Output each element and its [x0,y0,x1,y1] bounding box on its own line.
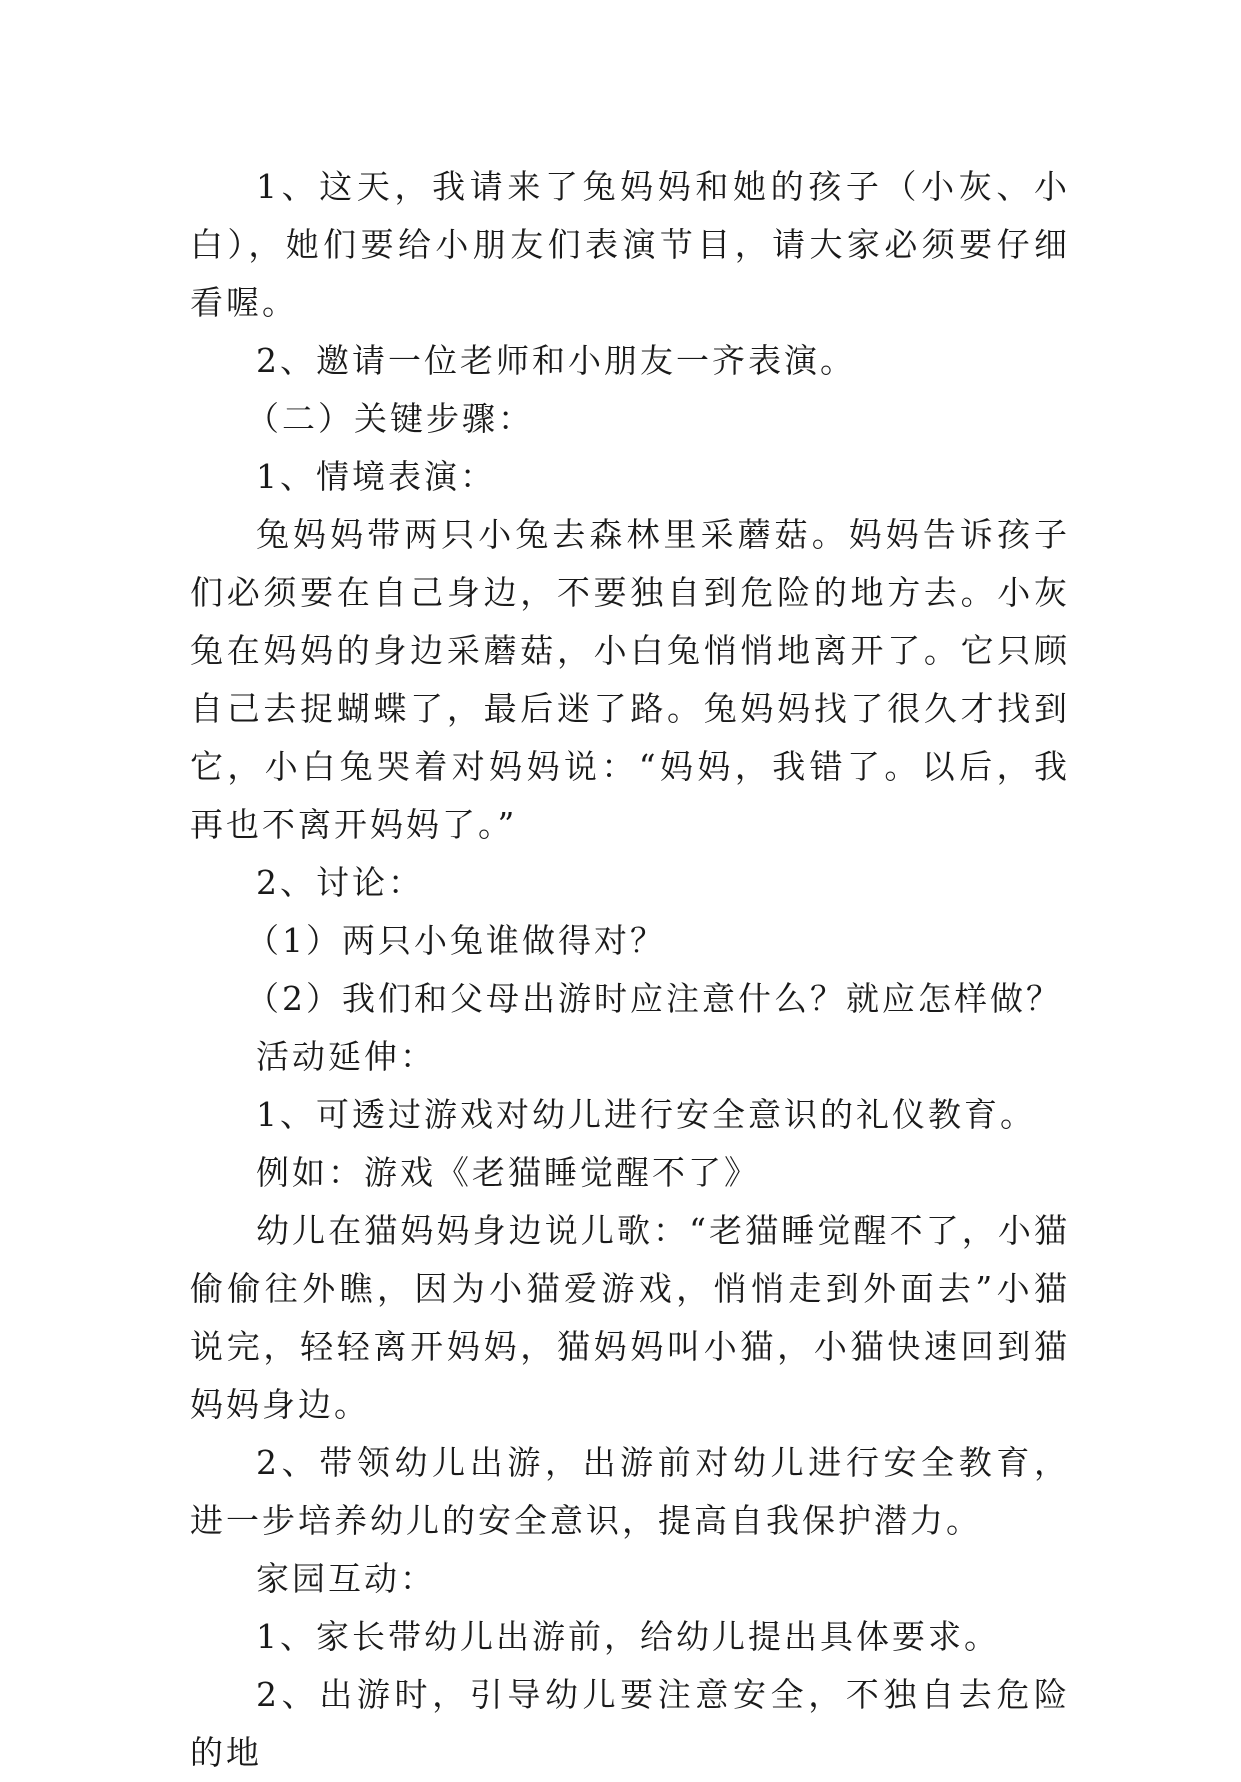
paragraph-intro-2: 2、邀请一位老师和小朋友一齐表演。 [256,341,856,380]
extension-example: 例如：游戏《老猫睡觉醒不了》 [256,1153,760,1192]
paragraph-story: 兔妈妈带两只小兔去森林里采蘑菇。妈妈告诉孩子们必须要在自己身边，不要独自到危险的地方去。小灰兔在妈妈的身边采蘑菇，小白兔悄悄地离开了。它只顾自己去捉蝴蝶了，最后迷了路。兔妈妈找了很久才找到它，小白兔哭着对妈妈说：“妈妈，我错了。以后，我再也不离开妈妈了。” [190,515,1070,844]
section-heading-key-steps: （二）关键步骤： [246,399,534,438]
home-item-1: 1、家长带幼儿出游前，给幼儿提出具体要求。 [256,1617,1000,1656]
document-body [190,158,1070,1782]
extension-item-1: 1、可透过游戏对幼儿进行安全意识的礼仪教育。 [256,1095,1036,1134]
section-heading-extension: 活动延伸： [256,1037,436,1076]
home-item-2: 2、出游时，引导幼儿要注意安全，不独自去危险的地 [190,1675,1070,1772]
step-heading-role-play: 1、情境表演： [256,457,496,496]
extension-item-2: 2、带领幼儿出游，出游前对幼儿进行安全教育，进一步培养幼儿的安全意识，提高自我保护潜力。 [190,1443,1070,1540]
paragraph-intro-1: 1、这天，我请来了兔妈妈和她的孩子（小灰、小白），她们要给小朋友们表演节目，请大家必须要仔细看喔。 [190,167,1070,322]
step-heading-discussion: 2、讨论： [256,863,424,902]
section-heading-home-interaction: 家园互动： [256,1559,436,1598]
paragraph-nursery-rhyme: 幼儿在猫妈妈身边说儿歌：“老猫睡觉醒不了，小猫偷偷往外瞧，因为小猫爱游戏，悄悄走到外面去”小猫说完，轻轻离开妈妈，猫妈妈叫小猫，小猫快速回到猫妈妈身边。 [190,1211,1070,1424]
discussion-question-2: （2）我们和父母出游时应注意什么？就应怎样做？ [246,979,1062,1018]
discussion-question-1: （1）两只小兔谁做得对？ [246,921,666,960]
